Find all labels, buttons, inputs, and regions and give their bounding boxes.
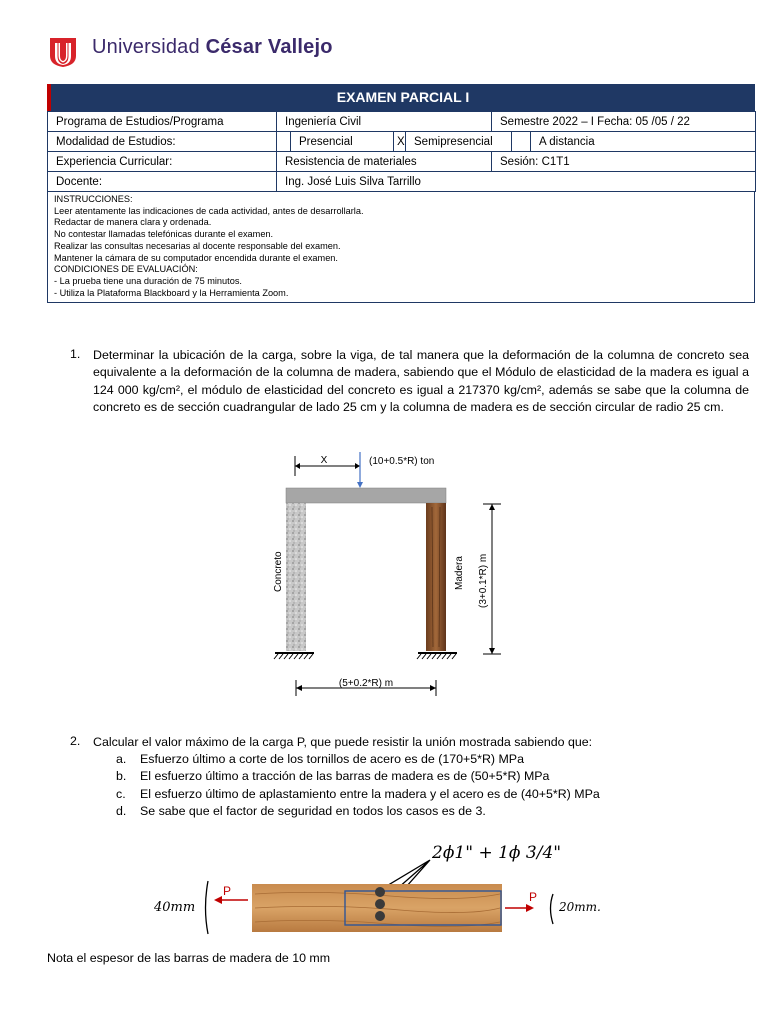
load-p-right: P: [529, 890, 538, 904]
table-row: [48, 172, 756, 192]
empty-cell: [277, 132, 291, 152]
instruction-line: Mantener la cámara de su computador encendida durante el examen.: [54, 252, 338, 263]
university-logo-icon: [48, 34, 78, 68]
course-label: Experiencia Curricular:: [48, 152, 277, 172]
height-label: (3+0.1*R) m: [478, 553, 489, 608]
instruction-line: No contestar llamadas telefónicas durante el examen.: [54, 229, 274, 240]
option-semipresencial: Semipresencial: [406, 132, 512, 152]
teacher-value: Ing. José Luis Silva Tarrillo: [277, 172, 756, 192]
condition-item: a. Esfuerzo último a corte de los tornillos de acero es de (170+5*R) MPa: [116, 752, 524, 766]
university-name: Universidad César Vallejo: [92, 36, 333, 58]
wood-column: [426, 503, 446, 651]
span-label: (5+0.2*R) m: [338, 678, 394, 689]
support-right: [417, 653, 457, 659]
bolt: [375, 911, 385, 921]
bolt: [375, 887, 385, 897]
instructions-heading: INSTRUCCIONES:: [54, 194, 133, 204]
concrete-column: [286, 503, 306, 651]
question-2-conditions: [116, 751, 736, 820]
support-left: [274, 653, 314, 659]
teacher-label: Docente:: [48, 172, 277, 192]
table-row: [48, 132, 756, 152]
question-2-text: Calcular el valor máximo de la carga P, que puede resistir la unión mostrada sabiendo que:: [93, 735, 593, 749]
condition-item: b. El esfuerzo último a tracción de las barras de madera es de (50+5*R) MPa: [116, 769, 550, 784]
condition-item: d. Se sabe que el factor de seguridad en todos los casos es de 3.: [116, 803, 486, 818]
option-distancia: A distancia: [531, 132, 756, 152]
table-row: [48, 152, 756, 172]
empty-cell: [512, 132, 531, 152]
bolts-label: 2ϕ1" + 1ϕ 3/4": [432, 843, 562, 863]
condition-line: - Utiliza la Plataforma Blackboard y la Herramienta Zoom.: [54, 287, 289, 298]
presencial-mark: X: [394, 132, 406, 152]
condition-line: - La prueba tiene una duración de 75 minutos.: [54, 275, 242, 286]
conditions-heading: CONDICIONES DE EVALUACIÓN:: [54, 264, 198, 275]
session-value: Sesión: C1T1: [492, 152, 756, 172]
instruction-line: Leer atentamente las indicaciones de cada actividad, antes de desarrollarla.: [54, 205, 364, 216]
beam: [286, 488, 446, 503]
note-text: Nota el espesor de las barras de madera de 10 mm: [47, 951, 331, 965]
question-1-text: Determinar la ubicación de la carga, sobre la viga, de tal manera que la deformación de la columna de concreto sea equivalente a la deformación de la columna de madera, sabiendo que el Módulo de elasticidad de la madera es igual a 124 000 kg/cm², el módulo de elasticidad del concreto es igual a 217370 kg/cm², además se sabe que la columna de concreto es de sección cuadrangular de lado 25 cm y la columna de madera es de sección circular de radio 25 cm.: [93, 348, 749, 414]
frame-figure: [250, 442, 520, 696]
question-1-number: 1.: [70, 347, 81, 361]
wood-label: Madera: [454, 556, 465, 590]
x-distance-label: X: [320, 455, 328, 466]
semester-date: Semestre 2022 – I Fecha: 05 /05 / 22: [492, 112, 756, 132]
dim-40mm: 40mm: [154, 900, 196, 915]
load-p-left: P: [223, 884, 232, 898]
exam-info-table: [47, 111, 756, 192]
instruction-line: Redactar de manera clara y ordenada.: [54, 217, 212, 228]
instruction-line: Realizar las consultas necesarias al docente responsable del examen.: [54, 240, 341, 251]
question-2-number: 2.: [70, 734, 81, 748]
bolt: [375, 899, 385, 909]
joint-figure: [140, 828, 630, 938]
exam-title: EXAMEN PARCIAL I: [47, 84, 755, 111]
option-presencial: Presencial: [291, 132, 394, 152]
instructions-box: [47, 192, 755, 303]
table-row: [48, 112, 756, 132]
modality-label: Modalidad de Estudios:: [48, 132, 277, 152]
program-label: Programa de Estudios/Programa: [48, 112, 277, 132]
course-value: Resistencia de materiales: [277, 152, 492, 172]
load-label: (10+0.5*R) ton: [369, 456, 435, 467]
concrete-label: Concreto: [273, 551, 284, 592]
condition-item: c. El esfuerzo último de aplastamiento entre la madera y el acero es de (40+5*R) MPa: [116, 786, 600, 801]
exam-header: [47, 84, 755, 303]
dim-20mm: 20mm.: [559, 900, 601, 914]
program-value: Ingeniería Civil: [277, 112, 492, 132]
